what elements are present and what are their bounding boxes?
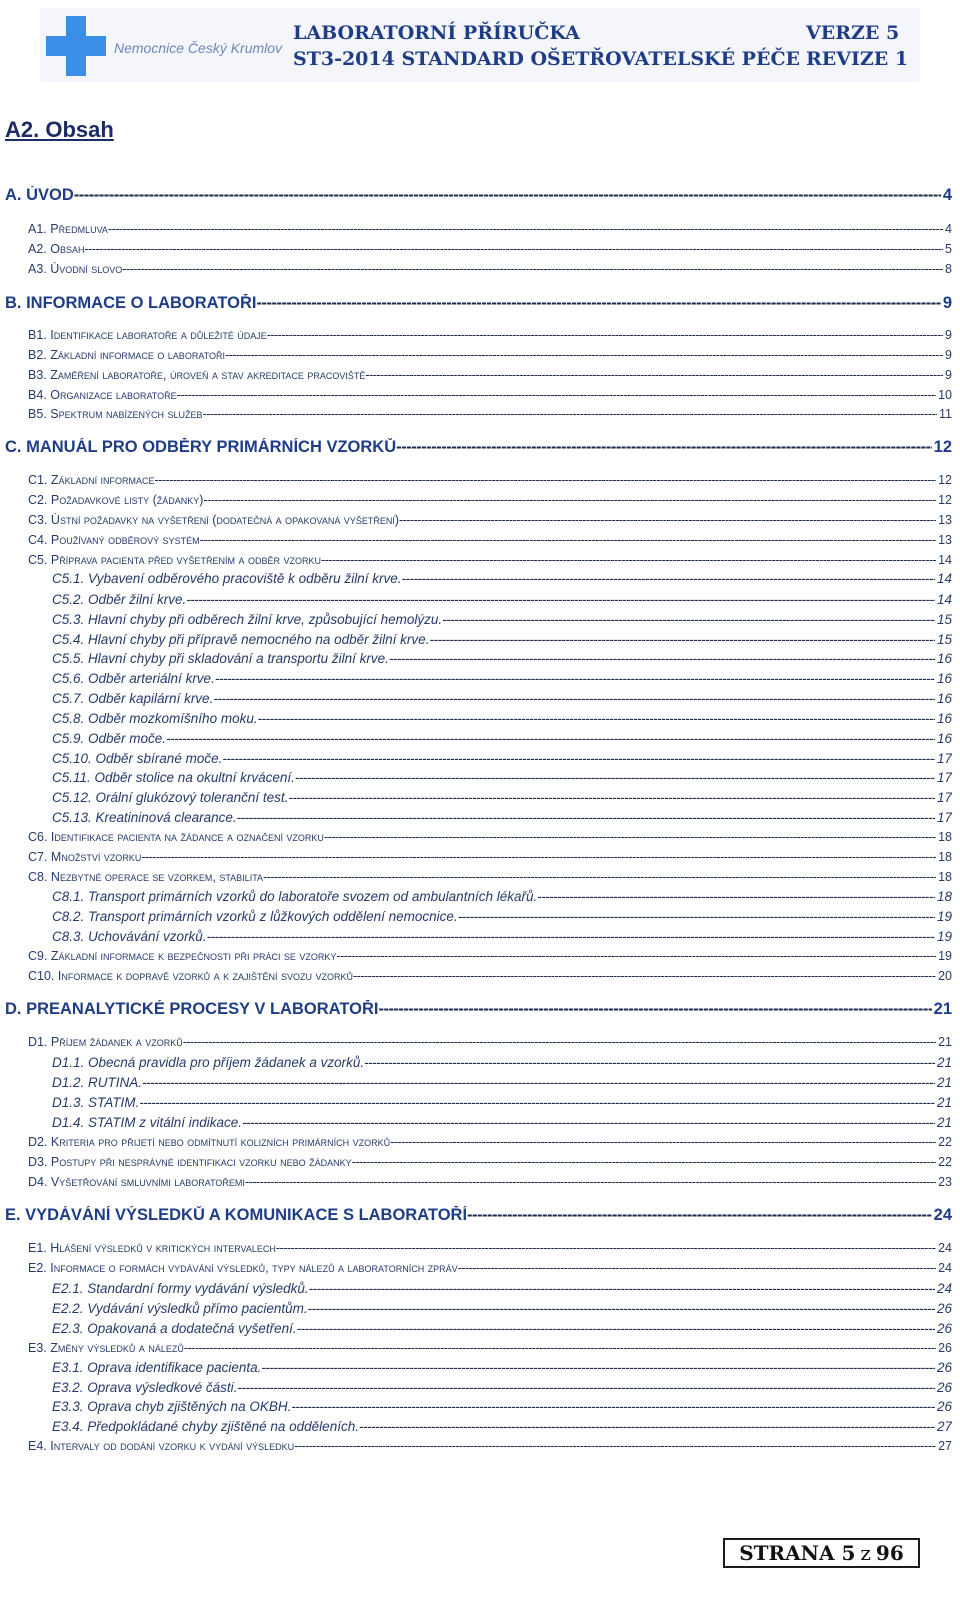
toc-entry-title: B3. Zaměření laboratoře, úroveň a stav akreditace pracoviště [28, 368, 366, 382]
toc-leader-dashes [309, 1281, 935, 1296]
toc-page-number: 17 [936, 810, 952, 825]
header-version [806, 20, 908, 72]
toc-entry-title: B2. Základní informace o laboratoři [28, 348, 225, 362]
header-version-line: VERZE 5 [806, 22, 900, 44]
toc-leader-dashes [336, 949, 936, 963]
toc-entry-title: B1. Identifikace laboratoře a důležité údaje [28, 328, 267, 342]
toc-entry-title: E2.2. Vydávání výsledků přímo pacientům. [52, 1301, 308, 1316]
toc-entry-title: E1. Hlášení výsledků v kritických intervalech [28, 1241, 276, 1255]
header-revision-line: REVIZE 1 [806, 48, 909, 70]
toc-leader-dashes [294, 1439, 936, 1453]
toc-page-number: 21 [936, 1055, 952, 1070]
toc-entry[interactable] [28, 368, 952, 382]
toc-leader-dashes [364, 1055, 935, 1070]
toc-leader-dashes [288, 790, 935, 805]
toc-entry-title: C5.11. Odběr stolice na okultní krvácení. [52, 770, 295, 785]
toc-entry-title: C6. Identifikace pacienta na žádance a označení vzorku [28, 830, 324, 844]
toc-entry-title: E4. Intervaly od dodání vzorku k vydání výsledku [28, 1439, 295, 1453]
toc-leader-dashes [263, 870, 936, 884]
toc-page-number: 19 [936, 929, 952, 944]
toc-page-number: 12 [938, 473, 952, 487]
toc-leader-dashes [200, 533, 937, 547]
toc-page-number: 26 [936, 1301, 952, 1316]
toc-entry-title: E2. Informace o formách vydávání výsledků, typy nálezů a laboratorních zpráv [28, 1261, 458, 1275]
toc-page-number: 24 [938, 1241, 952, 1255]
toc-entry-title: C8.2. Transport primárních vzorků z lůžkových oddělení nemocnice. [52, 909, 458, 924]
toc-entry-title: E2.1. Standardní formy vydávání výsledků. [52, 1281, 309, 1296]
toc-leader-dashes [378, 1000, 931, 1019]
toc-subentry[interactable] [52, 1115, 952, 1130]
toc-page-number: 14 [936, 571, 952, 586]
toc-leader-dashes [207, 929, 935, 944]
toc-entry[interactable] [28, 949, 952, 963]
toc-leader-dashes [225, 348, 943, 362]
toc-leader-dashes [401, 571, 935, 586]
toc-entry[interactable] [28, 1261, 952, 1275]
toc-entry[interactable] [28, 407, 952, 421]
toc-page-number: 4 [942, 186, 952, 204]
toc-subentry[interactable] [52, 1095, 952, 1110]
toc-entry[interactable] [28, 1439, 952, 1453]
toc-entry-title: E3.2. Oprava výsledkové části. [52, 1380, 238, 1395]
toc-leader-dashes [365, 368, 943, 382]
toc-page-number: 17 [936, 770, 952, 785]
toc-entry-title: D1. Příjem žádanek a vzorků [28, 1035, 183, 1049]
toc-page-number: 21 [936, 1095, 952, 1110]
toc-page-number: 5 [945, 242, 952, 256]
hospital-name: Nemocnice Český Krumlov [114, 40, 283, 56]
page-of-label: z [860, 1541, 871, 1565]
toc-entry[interactable] [28, 830, 952, 844]
toc-entry-title: C5.3. Hlavní chyby při odběrech žilní krve, způsobující hemolýzu. [52, 612, 443, 627]
toc-subentry[interactable] [52, 1321, 952, 1336]
toc-subentry[interactable] [52, 751, 952, 766]
toc-page-number: 9 [945, 348, 952, 362]
toc-page-number: 19 [936, 909, 952, 924]
toc-leader-dashes [442, 612, 935, 627]
toc-entry-title: C2. Požadavkové listy (žádanky) [28, 493, 204, 507]
toc-subentry[interactable] [52, 790, 952, 805]
toc-subentry[interactable] [52, 1281, 952, 1296]
toc-subentry[interactable] [52, 571, 952, 586]
toc-leader-dashes [213, 691, 935, 706]
toc-entry[interactable] [28, 222, 952, 236]
toc-subentry[interactable] [52, 632, 952, 647]
toc-leader-dashes [324, 830, 936, 844]
toc-page-number: 16 [936, 711, 952, 726]
toc-entry-title: C5.13. Kreatininová clearance. [52, 810, 237, 825]
toc-entry[interactable] [28, 1175, 952, 1189]
toc-page-number: 8 [945, 262, 952, 276]
toc-leader-dashes [321, 553, 936, 567]
toc-leader-dashes [308, 1301, 935, 1316]
toc-section[interactable] [5, 294, 952, 313]
toc-entry-title: A1. Předmluva [28, 222, 108, 236]
toc-leader-dashes [359, 1419, 935, 1434]
toc-page-number: 24 [933, 1206, 952, 1224]
toc-entry-title: B. INFORMACE O LABORATOŘI [5, 294, 257, 312]
toc-subentry[interactable] [52, 909, 952, 924]
toc-entry[interactable] [28, 242, 952, 256]
toc-page-number: 9 [945, 328, 952, 342]
toc-page-number: 21 [936, 1115, 952, 1130]
toc-entry-title: C3. Ústní požadavky na vyšetření (dodatečná a opakovaná vyšetření) [28, 513, 399, 527]
toc-page-number: 26 [936, 1380, 952, 1395]
toc-subentry[interactable] [52, 592, 952, 607]
toc-leader-dashes [203, 493, 936, 507]
toc-leader-dashes [258, 711, 935, 726]
toc-page-number: 26 [938, 1341, 952, 1355]
toc-entry-title: B4. Organizace laboratoře [28, 388, 177, 402]
toc-entry[interactable] [28, 1341, 952, 1355]
toc-page-number: 22 [938, 1135, 952, 1149]
toc-entry-title: C8.3. Uchovávání vzorků. [52, 929, 207, 944]
toc-page-number: 12 [933, 438, 952, 456]
toc-subentry[interactable] [52, 1380, 952, 1395]
toc-entry-title: C9. Základní informace k bezpečnosti při práci se vzorky [28, 949, 337, 963]
total-pages: 96 [875, 1541, 904, 1565]
toc-entry[interactable] [28, 388, 952, 402]
toc-entry[interactable] [28, 473, 952, 487]
toc-entry-title: A. ÚVOD [5, 186, 74, 204]
toc-leader-dashes [256, 294, 940, 313]
toc-entry-title: C5.12. Orální glukózový toleranční test. [52, 790, 289, 805]
toc-page-number: 18 [938, 830, 952, 844]
toc-leader-dashes [184, 1341, 936, 1355]
toc-entry-title: C5.1. Vybavení odběrového pracoviště k odběru žilní krve. [52, 571, 402, 586]
toc-leader-dashes [267, 328, 943, 342]
toc-entry-title: C5. Příprava pacienta před vyšetřením a odběr vzorku [28, 553, 321, 567]
toc-entry-title: D1.3. STATIM. [52, 1095, 140, 1110]
toc-subentry[interactable] [52, 810, 952, 825]
toc-page-number: 15 [936, 632, 952, 647]
toc-page-number: 26 [936, 1321, 952, 1336]
header-title-line2: ST3-2014 STANDARD OŠETŘOVATELSKÉ PÉČE [293, 48, 801, 70]
toc-page-number: 21 [933, 1000, 952, 1018]
toc-entry-title: C5.6. Odběr arteriální krve. [52, 671, 215, 686]
toc-section[interactable] [5, 1206, 952, 1225]
toc-page-number: 23 [938, 1175, 952, 1189]
toc-entry[interactable] [28, 493, 952, 507]
toc-entry-title: E3.3. Oprava chyb zjištěných na OKBH. [52, 1399, 292, 1414]
toc-leader-dashes [203, 407, 937, 421]
toc-page-number: 16 [936, 651, 952, 666]
toc-leader-dashes [177, 388, 936, 402]
toc-entry[interactable] [28, 1155, 952, 1169]
toc-leader-dashes [237, 810, 935, 825]
toc-entry-title: C8.1. Transport primárních vzorků do laboratoře svozem od ambulantních lékařů. [52, 889, 538, 904]
toc-leader-dashes [429, 632, 935, 647]
toc-leader-dashes [297, 1321, 935, 1336]
toc-leader-dashes [389, 651, 935, 666]
toc-entry[interactable] [28, 1135, 952, 1149]
toc-entry-title: C5.5. Hlavní chyby při skladování a transportu žilní krve. [52, 651, 389, 666]
toc-entry-title: A3. Úvodní slovo [28, 262, 123, 276]
toc-subentry[interactable] [52, 1419, 952, 1434]
toc-page-number: 18 [936, 889, 952, 904]
toc-page-number: 9 [945, 368, 952, 382]
toc-entry-title: E2.3. Opakovaná a dodatečná vyšetření. [52, 1321, 297, 1336]
toc-subentry[interactable] [52, 770, 952, 785]
hospital-cross-logo-icon [46, 16, 106, 76]
toc-leader-dashes [183, 1035, 936, 1049]
toc-entry-title: D1.1. Obecná pravidla pro příjem žádanek a vzorků. [52, 1055, 365, 1070]
header-title [293, 20, 800, 72]
toc-entry-title: D1.2. RUTINA. [52, 1075, 143, 1090]
toc-leader-dashes [242, 1115, 935, 1130]
toc-page-number: 17 [936, 751, 952, 766]
toc-page-number: 20 [938, 969, 952, 983]
toc-page-number: 11 [939, 407, 952, 421]
toc-subentry[interactable] [52, 671, 952, 686]
toc-leader-dashes [139, 1095, 935, 1110]
toc-entry-title: C5.10. Odběr sbírané moče. [52, 751, 223, 766]
toc-subentry[interactable] [52, 1055, 952, 1070]
toc-leader-dashes [74, 186, 941, 205]
toc-leader-dashes [399, 513, 936, 527]
document-header [40, 8, 920, 82]
toc-leader-dashes [352, 1155, 936, 1169]
toc-page-number: 27 [938, 1439, 952, 1453]
toc-leader-dashes [186, 592, 935, 607]
toc-entry-title: E3.1. Oprava identifikace pacienta. [52, 1360, 262, 1375]
toc-page-number: 18 [938, 870, 952, 884]
toc-page-number: 14 [936, 592, 952, 607]
toc-entry-title: C5.2. Odběr žilní krve. [52, 592, 187, 607]
toc-leader-dashes [237, 1380, 935, 1395]
page-number-box [723, 1538, 920, 1568]
toc-entry[interactable] [28, 1241, 952, 1255]
toc-section[interactable] [5, 1000, 952, 1019]
toc-leader-dashes [261, 1360, 935, 1375]
toc-subentry[interactable] [52, 1399, 952, 1414]
toc-subentry[interactable] [52, 929, 952, 944]
toc-entry-title: E. VYDÁVÁNÍ VÝSLEDKŮ A KOMUNIKACE S LABORATOŘÍ [5, 1206, 468, 1224]
toc-page-number: 26 [936, 1360, 952, 1375]
toc-subentry[interactable] [52, 651, 952, 666]
toc-entry[interactable] [28, 328, 952, 342]
page-title: A2. Obsah [5, 117, 114, 142]
toc-leader-dashes [215, 671, 935, 686]
toc-leader-dashes [122, 262, 943, 276]
toc-leader-dashes [84, 242, 943, 256]
toc-entry[interactable] [28, 262, 952, 276]
toc-subentry[interactable] [52, 612, 952, 627]
toc-leader-dashes [291, 1399, 935, 1414]
toc-entry-title: C5.4. Hlavní chyby při přípravě nemocného na odběr žilní krve. [52, 632, 430, 647]
toc-leader-dashes [295, 770, 935, 785]
toc-leader-dashes [276, 1241, 936, 1255]
toc-leader-dashes [353, 969, 936, 983]
toc-page-number: 12 [938, 493, 952, 507]
toc-page-number: 17 [936, 790, 952, 805]
toc-page-number: 27 [936, 1419, 952, 1434]
toc-leader-dashes [390, 1135, 936, 1149]
toc-entry-title: C4. Používaný odběrový systém [28, 533, 200, 547]
toc-entry-title: A2. Obsah [28, 242, 85, 256]
toc-entry-title: E3.4. Předpokládané chyby zjištěné na odděleních. [52, 1419, 359, 1434]
toc-entry[interactable] [28, 553, 952, 567]
toc-subentry[interactable] [52, 691, 952, 706]
toc-entry[interactable] [28, 533, 952, 547]
toc-page-number: 26 [936, 1399, 952, 1414]
toc-page-number: 21 [938, 1035, 952, 1049]
toc-entry-title: D1.4. STATIM z vitální indikace. [52, 1115, 243, 1130]
toc-entry[interactable] [28, 513, 952, 527]
toc-page-number: 24 [936, 1281, 952, 1296]
toc-entry[interactable] [28, 870, 952, 884]
toc-entry-title: C10. Informace k dopravě vzorků a k zajištění svozu vzorků [28, 969, 353, 983]
toc-entry-title: B5. Spektrum nabízených služeb [28, 407, 203, 421]
toc-subentry[interactable] [52, 1075, 952, 1090]
toc-entry-title: C. MANUÁL PRO ODBĚRY PRIMÁRNÍCH VZORKŮ [5, 438, 397, 456]
toc-subentry[interactable] [52, 889, 952, 904]
toc-entry[interactable] [28, 1035, 952, 1049]
toc-page-number: 18 [938, 850, 952, 864]
toc-leader-dashes [166, 731, 935, 746]
toc-page-number: 16 [936, 731, 952, 746]
toc-section[interactable] [5, 186, 952, 205]
toc-page-number: 13 [938, 533, 952, 547]
toc-entry-title: C5.7. Odběr kapilární krve. [52, 691, 214, 706]
toc-subentry[interactable] [52, 731, 952, 746]
toc-entry[interactable] [28, 850, 952, 864]
toc-page-number: 16 [936, 671, 952, 686]
toc-leader-dashes [108, 222, 943, 236]
page-label: STRANA [739, 1541, 835, 1565]
toc-page-number: 4 [945, 222, 952, 236]
toc-entry-title: C7. Množství vzorku [28, 850, 142, 864]
toc-entry-title: C8. Nezbytné operace se vzorkem, stabilita [28, 870, 264, 884]
toc-entry[interactable] [28, 348, 952, 362]
toc-leader-dashes [458, 1261, 936, 1275]
toc-leader-dashes [222, 751, 935, 766]
toc-entry-title: D2. Kriteria pro přijetí nebo odmítnutí kolizních primárních vzorků [28, 1135, 391, 1149]
toc-leader-dashes [245, 1175, 936, 1189]
toc-section[interactable] [5, 438, 952, 457]
current-page: 5 [841, 1541, 856, 1565]
toc-page-number: 19 [938, 949, 952, 963]
toc-page-number: 10 [938, 388, 952, 402]
toc-page-number: 9 [942, 294, 952, 312]
toc-subentry[interactable] [52, 711, 952, 726]
toc-page-number: 16 [936, 691, 952, 706]
toc-page-number: 24 [938, 1261, 952, 1275]
toc-subentry[interactable] [52, 1301, 952, 1316]
toc-entry-title: C5.8. Odběr mozkomíšního moku. [52, 711, 258, 726]
toc-entry-title: D3. Postupy při nesprávné identifikaci vzorku nebo žádanky [28, 1155, 352, 1169]
toc-page-number: 14 [938, 553, 952, 567]
toc-entry[interactable] [28, 969, 952, 983]
toc-leader-dashes [467, 1206, 932, 1225]
toc-leader-dashes [141, 850, 936, 864]
toc-leader-dashes [458, 909, 935, 924]
toc-page-number: 13 [938, 513, 952, 527]
toc-entry-title: C1. Základní informace [28, 473, 155, 487]
toc-leader-dashes [537, 889, 935, 904]
toc-entry-title: C5.9. Odběr moče. [52, 731, 167, 746]
toc-leader-dashes [155, 473, 937, 487]
header-title-line1: LABORATORNÍ PŘÍRUČKA [293, 22, 580, 44]
toc-entry-title: D. PREANALYTICKÉ PROCESY V LABORATOŘI [5, 1000, 379, 1018]
toc-leader-dashes [396, 438, 932, 457]
toc-entry-title: E3. Změny výsledků a nálezů [28, 1341, 184, 1355]
toc-page-number: 21 [936, 1075, 952, 1090]
toc-page-number: 15 [936, 612, 952, 627]
toc-subentry[interactable] [52, 1360, 952, 1375]
toc-entry-title: D4. Vyšetřování smluvními laboratořemi [28, 1175, 245, 1189]
toc-leader-dashes [142, 1075, 935, 1090]
toc-page-number: 22 [938, 1155, 952, 1169]
